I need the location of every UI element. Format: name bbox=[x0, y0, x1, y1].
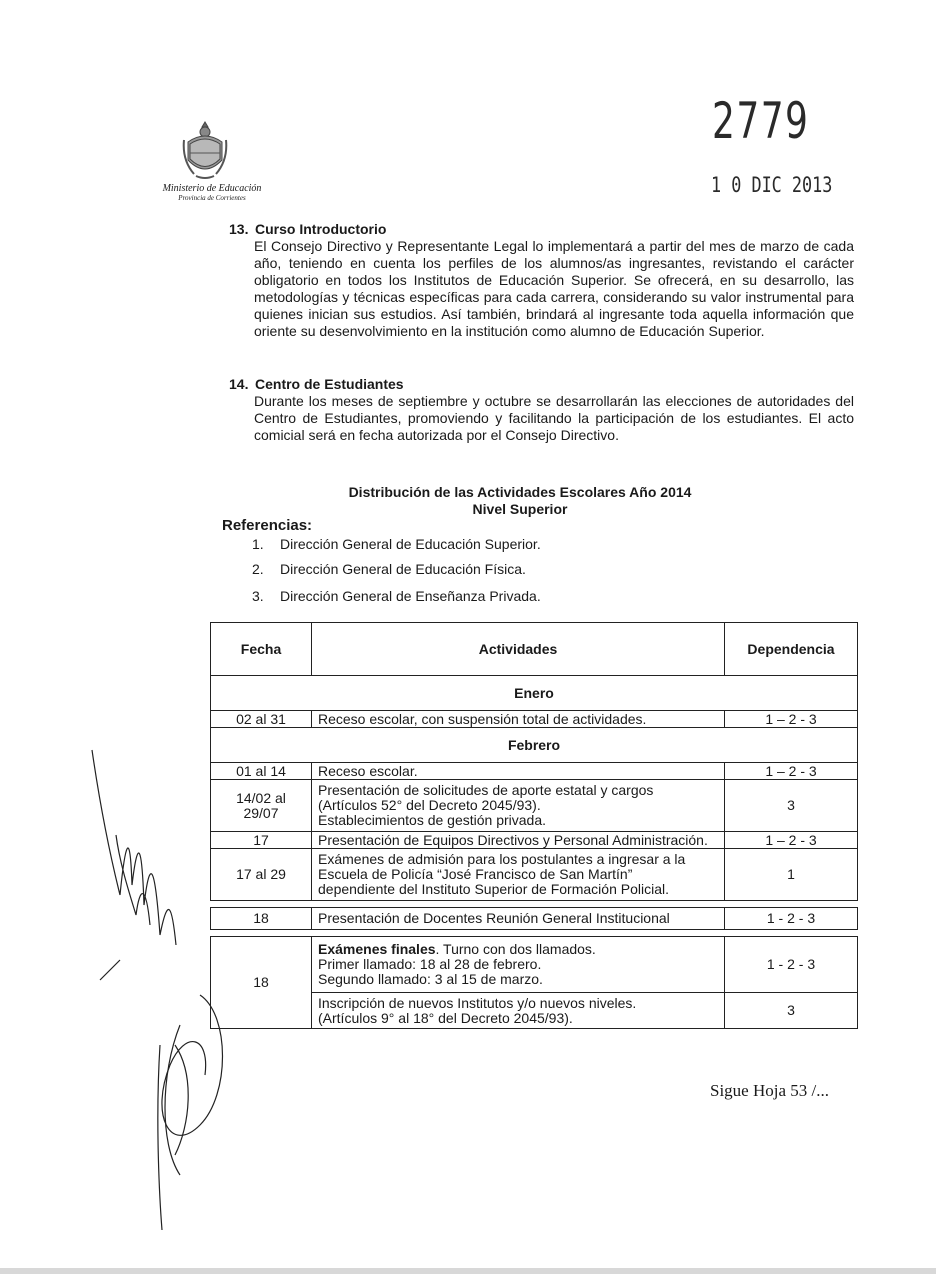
section-title: Curso Introductorio bbox=[255, 221, 387, 237]
distribution-subtitle: Nivel Superior bbox=[472, 501, 568, 517]
actividad-cell bbox=[312, 993, 725, 1029]
reference-text: Dirección General de Educación Física. bbox=[280, 561, 526, 577]
actividad-cell: Receso escolar, con suspensión total de actividades. bbox=[312, 711, 725, 728]
activities-table bbox=[210, 622, 858, 1029]
header-actividades: Actividades bbox=[312, 623, 725, 676]
reference-number: 2. bbox=[252, 561, 264, 577]
header-dependencia: Dependencia bbox=[725, 623, 858, 676]
dependencia-cell: 1 – 2 - 3 bbox=[725, 711, 858, 728]
reference-number: 1. bbox=[252, 536, 264, 552]
month-row-febrero bbox=[211, 728, 858, 763]
fecha-cell: 17 al 29 bbox=[211, 849, 312, 901]
reference-item bbox=[252, 588, 541, 604]
section-title: Centro de Estudiantes bbox=[255, 376, 404, 392]
fecha-cell: 14/02 al 29/07 bbox=[211, 780, 312, 832]
dependencia-cell: 1 bbox=[725, 849, 858, 901]
actividad-line: Exámenes de admisión para los postulantes a ingresar a la bbox=[318, 851, 686, 867]
fecha-cell: 18 bbox=[211, 908, 312, 930]
reference-item bbox=[252, 561, 526, 577]
fecha-cell: 18 bbox=[211, 937, 312, 1029]
actividad-rest: . Turno con dos llamados. bbox=[435, 941, 596, 957]
actividad-cell: Receso escolar. bbox=[312, 763, 725, 780]
reference-text: Dirección General de Enseñanza Privada. bbox=[280, 588, 541, 604]
actividad-line: Inscripción de nuevos Institutos y/o nuevos niveles. bbox=[318, 994, 637, 1011]
dependencia-cell: 1 – 2 - 3 bbox=[725, 763, 858, 780]
actividad-line: Establecimientos de gestión privada. bbox=[318, 812, 547, 828]
section-number: 14. bbox=[229, 376, 249, 392]
month-row-enero bbox=[211, 676, 858, 711]
actividad-cell: Presentación de Docentes Reunión General Institucional bbox=[312, 908, 725, 930]
dependencia-cell: 1 - 2 - 3 bbox=[725, 937, 858, 993]
table-row bbox=[211, 832, 858, 849]
actividad-cell: Presentación de Equipos Directivos y Personal Administración. bbox=[312, 832, 725, 849]
table-row bbox=[211, 763, 858, 780]
actividad-cell bbox=[312, 937, 725, 993]
section-13-heading bbox=[229, 221, 386, 238]
table-header-row bbox=[211, 623, 858, 676]
spacer-cell bbox=[211, 901, 858, 908]
province-name: Provincia de Corrientes bbox=[178, 194, 246, 202]
dependencia-cell: 3 bbox=[725, 993, 858, 1029]
fecha-cell: 01 al 14 bbox=[211, 763, 312, 780]
scan-bottom-edge bbox=[0, 1268, 936, 1274]
reference-number: 3. bbox=[252, 588, 264, 604]
actividad-line: Segundo llamado: 3 al 15 de marzo. bbox=[318, 971, 543, 987]
distribution-title: Distribución de las Actividades Escolares Año 2014 bbox=[348, 484, 692, 500]
next-page-note: Sigue Hoja 53 /... bbox=[710, 1081, 829, 1100]
month-label: Enero bbox=[211, 676, 858, 711]
spacer-cell bbox=[211, 930, 858, 937]
section-number: 13. bbox=[229, 221, 249, 237]
table-row bbox=[211, 937, 858, 993]
table-spacer bbox=[211, 930, 858, 937]
table-spacer bbox=[211, 901, 858, 908]
table-row bbox=[211, 908, 858, 930]
provincial-seal-icon bbox=[182, 120, 228, 182]
document-date-stamp: 1 0 DIC 2013 bbox=[711, 173, 833, 197]
actividad-line: (Artículos 9° al 18° del Decreto 2045/93). bbox=[318, 1009, 573, 1026]
actividad-line: (Artículos 52° del Decreto 2045/93). bbox=[318, 797, 541, 813]
section-14-body: Durante los meses de septiembre y octubre se desarrollarán las elecciones de autoridades del Centro de Estudiantes, promoviendo y facilitando la participación de los estudiantes. El acto comicial será en fecha autorizada por el Consejo Directivo. bbox=[254, 393, 854, 443]
dependencia-cell: 1 – 2 - 3 bbox=[725, 832, 858, 849]
section-14-heading bbox=[229, 376, 404, 393]
actividad-cell bbox=[312, 849, 725, 901]
distribution-title-block bbox=[300, 484, 740, 518]
fecha-cell: 02 al 31 bbox=[211, 711, 312, 728]
header-fecha: Fecha bbox=[211, 623, 312, 676]
actividad-line: Escuela de Policía “José Francisco de San Martín” bbox=[318, 866, 633, 882]
table-row bbox=[211, 780, 858, 832]
month-label: Febrero bbox=[211, 728, 858, 763]
references-label: Referencias: bbox=[222, 517, 313, 534]
actividad-cell bbox=[312, 780, 725, 832]
actividad-line: Presentación de solicitudes de aporte estatal y cargos bbox=[318, 782, 654, 798]
actividad-line: Primer llamado: 18 al 28 de febrero. bbox=[318, 956, 542, 972]
document-number: 2779 bbox=[712, 92, 810, 150]
reference-text: Dirección General de Educación Superior. bbox=[280, 536, 541, 552]
actividad-line bbox=[318, 942, 718, 957]
table-row bbox=[211, 711, 858, 728]
fecha-cell: 17 bbox=[211, 832, 312, 849]
section-13-body: El Consejo Directivo y Representante Legal lo implementará a partir del mes de marzo de cada año, teniendo en cuenta los perfiles de los alumnos/as ingresantes, revistando el carácter obligatorio en todos los Institutos de Educación Superior. Se ofrecerá, en su desarrollo, las metodologías y técnicas específicas para cada carrera, considerando su valor instrumental para quienes inician sus estudios. Así también, brindará al ingresante toda aquella información que oriente su desenvolvimiento en la institución como alumno de Educación Superior. bbox=[254, 238, 854, 339]
dependencia-cell: 1 - 2 - 3 bbox=[725, 908, 858, 930]
handwritten-signature bbox=[80, 745, 240, 1235]
actividad-line: dependiente del Instituto Superior de Formación Policial. bbox=[318, 881, 669, 897]
table-row bbox=[211, 849, 858, 901]
ministry-caption bbox=[142, 183, 282, 203]
ministry-name: Ministerio de Educación bbox=[162, 183, 262, 194]
actividad-bold: Exámenes finales bbox=[318, 941, 436, 957]
reference-item bbox=[252, 536, 541, 552]
dependencia-cell: 3 bbox=[725, 780, 858, 832]
